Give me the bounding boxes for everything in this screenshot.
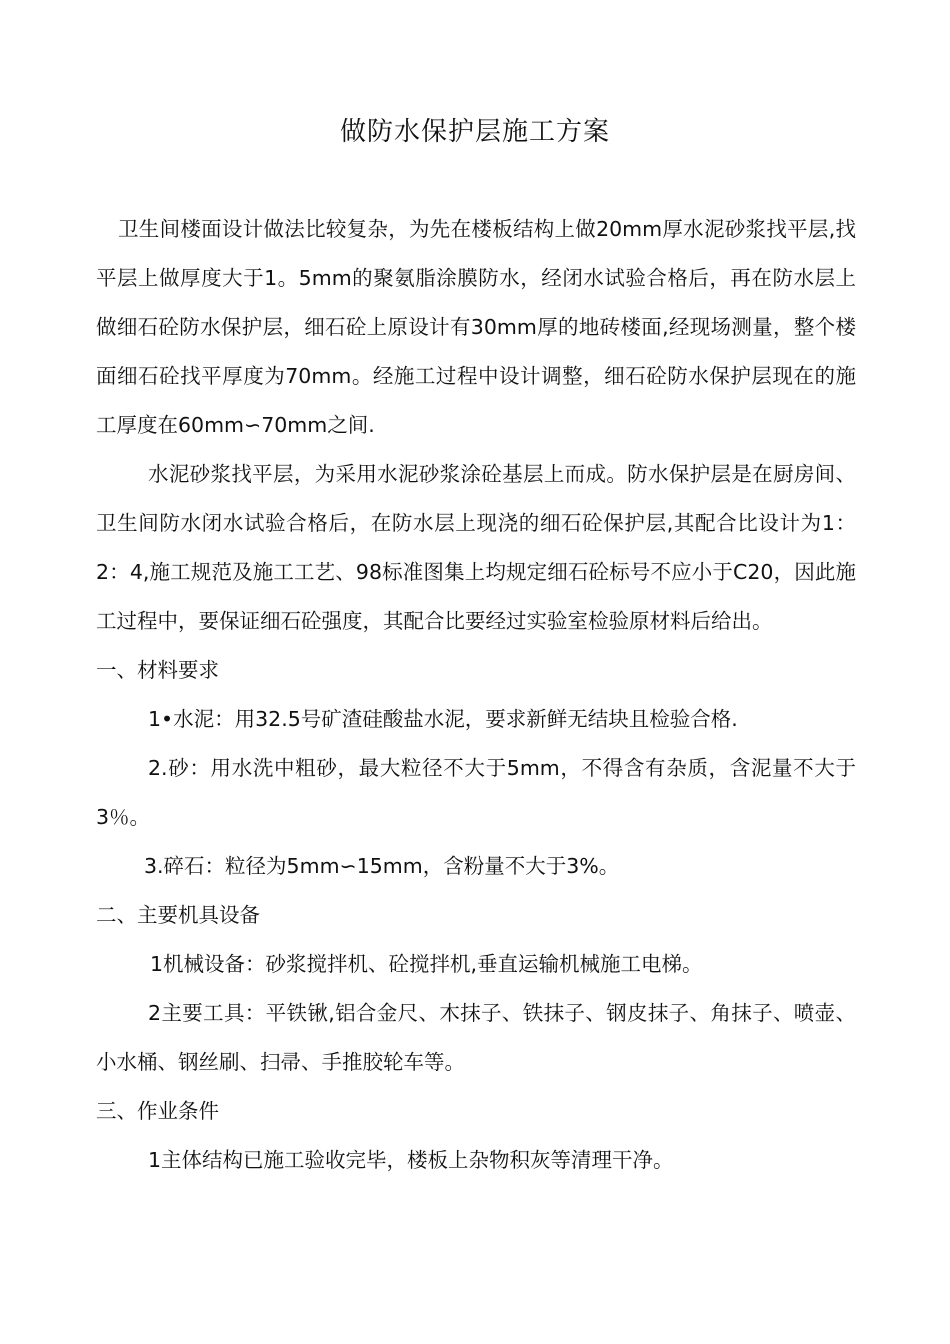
equipment-item-machinery: 1机械设备：砂浆搅拌机、砼搅拌机,垂直运输机械施工电梯。 [150, 952, 703, 976]
conditions-item-structure: 1主体结构已施工验收完毕，楼板上杂物积灰等清理干净。 [148, 1148, 674, 1172]
materials-item-gravel: 3.碎石：粒径为5mm∽15mm，含粉量不大于3%。 [144, 854, 620, 878]
document-title: 做防水保护层施工方案 [339, 117, 610, 147]
intro-paragraph-1: 卫生间楼面设计做法比较复杂，为先在楼板结构上做20mm厚水泥砂浆找平层,找平层上做厚度大于1。5mm的聚氨脂涂膜防水，经闭水试验合格后，再在防水层上做细石砼防水保护层，细石砼上原设计有30mm厚的地砖楼面,经现场测量，整个楼面细石砼找平厚度为70mm。经施工过程中设计调整，细石砼防水保护层现在的施工厚度在60mm∽70mm之间. [96, 217, 856, 437]
materials-item-cement: 1•水泥：用32.5号矿渣硅酸盐水泥，要求新鲜无结块且检验合格. [148, 707, 738, 731]
section-heading-equipment: 二、主要机具设备 [96, 903, 260, 927]
section-heading-conditions: 三、作业条件 [96, 1099, 219, 1123]
document-body [96, 205, 856, 1185]
equipment-item-tools: 2主要工具：平铁锹,铝合金尺、木抹子、铁抹子、钢皮抹子、角抹子、喷壶、小水桶、钢丝刷、扫帚、手推胶轮车等。 [96, 1001, 856, 1074]
intro-paragraph-2: 水泥砂浆找平层，为采用水泥砂浆涂砼基层上而成。防水保护层是在厨房间、卫生间防水闭水试验合格后，在防水层上现浇的细石砼保护层,其配合比设计为1：2：4,施工规范及施工工艺、98标准图集上均规定细石砼标号不应小于C20，因此施工过程中，要保证细石砼强度，其配合比要经过实验室检验原材料后给出。 [96, 462, 856, 633]
materials-item-sand: 2.砂：用水洗中粗砂，最大粒径不大于5mm，不得含有杂质，含泥量不大于3％。 [96, 756, 856, 829]
section-heading-materials: 一、材料要求 [96, 658, 219, 682]
